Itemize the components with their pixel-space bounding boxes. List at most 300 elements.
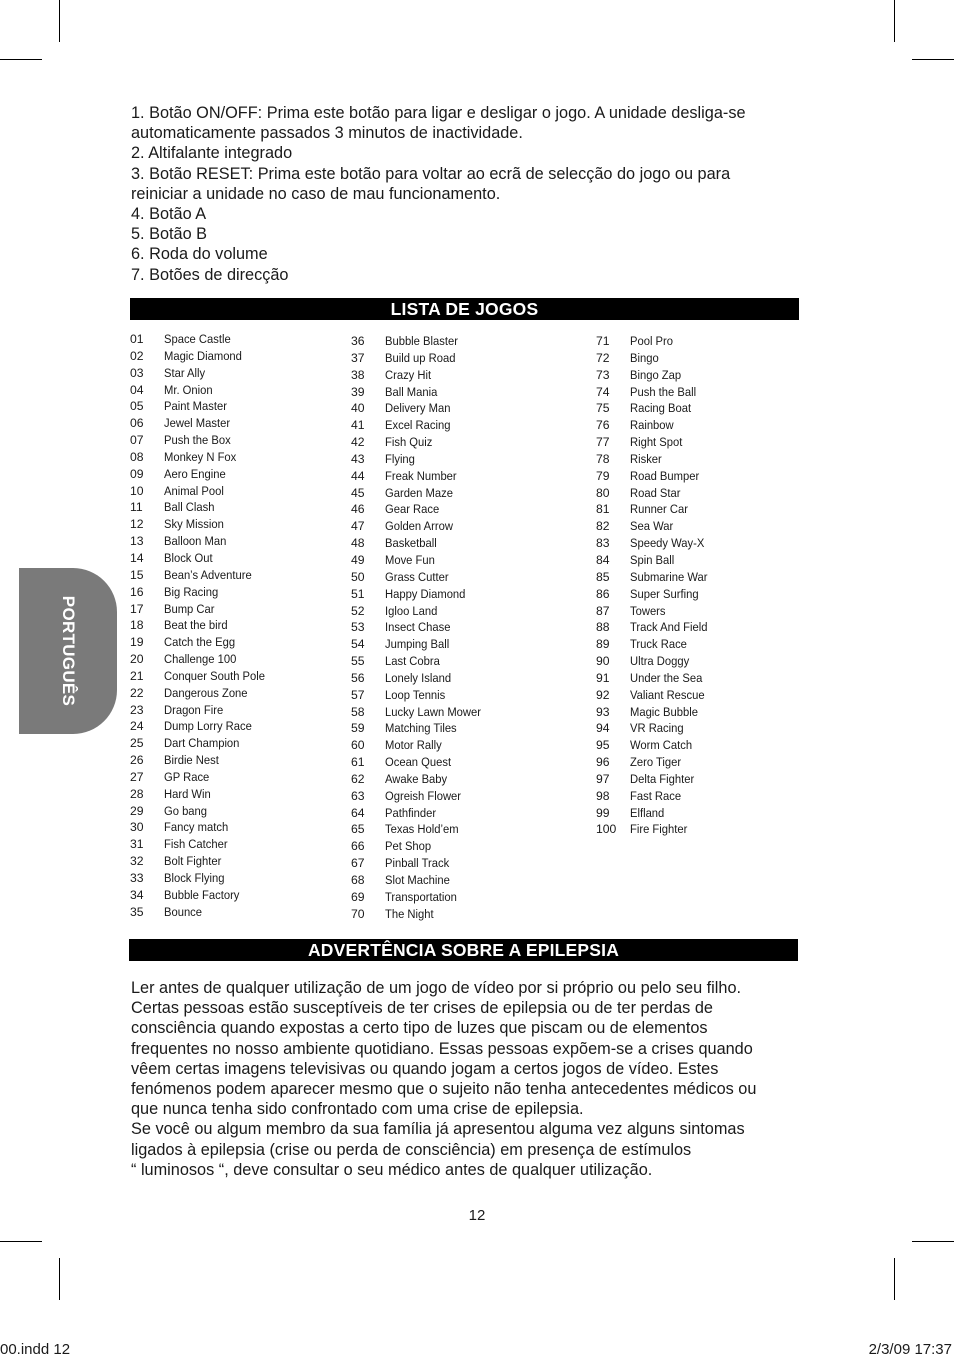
game-title: Dart Champion xyxy=(164,736,240,751)
game-title: Fish Catcher xyxy=(164,837,228,852)
game-number: 85 xyxy=(596,569,610,584)
game-title: Balloon Man xyxy=(164,534,227,549)
game-list-item xyxy=(351,754,489,771)
game-number: 46 xyxy=(351,502,365,517)
game-number: 06 xyxy=(130,416,144,431)
game-title: Golden Arrow xyxy=(385,519,453,534)
game-number: 61 xyxy=(351,755,365,770)
game-list-item xyxy=(596,569,714,586)
game-list-item xyxy=(130,398,274,415)
game-number: 100 xyxy=(596,822,617,837)
game-list-item xyxy=(596,619,714,636)
game-list-item xyxy=(351,821,489,838)
game-list-item xyxy=(130,516,274,533)
game-title: Flying xyxy=(385,451,415,466)
crop-mark xyxy=(0,59,42,60)
game-title: Freak Number xyxy=(385,468,457,483)
game-title: Fish Quiz xyxy=(385,435,433,450)
game-title: Grass Cutter xyxy=(385,569,449,584)
game-number: 38 xyxy=(351,367,365,382)
slug-file-info: 00.indd 12 xyxy=(0,1341,71,1358)
game-list-item xyxy=(596,771,714,788)
game-title: Dangerous Zone xyxy=(164,685,248,700)
game-title: Bubble Factory xyxy=(164,887,240,902)
game-list-item xyxy=(351,333,489,350)
game-number: 67 xyxy=(351,856,365,871)
game-title: Excel Racing xyxy=(385,418,451,433)
game-list-item xyxy=(130,533,274,550)
game-list-item xyxy=(596,501,714,518)
game-number: 83 xyxy=(596,536,610,551)
games-column-2 xyxy=(351,333,489,923)
game-list-item xyxy=(130,567,274,584)
game-number: 93 xyxy=(596,704,610,719)
game-list-item xyxy=(130,415,274,432)
game-number: 97 xyxy=(596,771,610,786)
game-number: 14 xyxy=(130,550,144,565)
game-list-item xyxy=(130,634,274,651)
game-number: 17 xyxy=(130,601,144,616)
game-title: Jumping Ball xyxy=(385,637,450,652)
game-list-item xyxy=(351,906,489,923)
controls-line: 6. Roda do volume xyxy=(131,245,268,264)
game-number: 59 xyxy=(351,721,365,736)
game-list-item xyxy=(130,718,274,735)
controls-line: 2. Altifalante integrado xyxy=(131,144,293,163)
game-list-item xyxy=(130,617,274,634)
game-title: Insect Chase xyxy=(385,620,451,635)
game-title: Bounce xyxy=(164,904,203,919)
game-list-item xyxy=(130,752,274,769)
game-number: 99 xyxy=(596,805,610,820)
crop-mark xyxy=(912,1241,954,1242)
game-number: 36 xyxy=(351,334,365,348)
game-title: Magic Bubble xyxy=(630,704,698,719)
game-number: 04 xyxy=(130,382,144,397)
game-title: Loop Tennis xyxy=(385,687,446,702)
game-list-item xyxy=(351,350,489,367)
game-number: 88 xyxy=(596,620,610,635)
game-number: 09 xyxy=(130,466,144,481)
game-number: 25 xyxy=(130,736,144,751)
game-number: 96 xyxy=(596,755,610,770)
game-list-item xyxy=(351,670,489,687)
game-title: Right Spot xyxy=(630,435,683,450)
game-number: 70 xyxy=(351,906,365,921)
game-number: 26 xyxy=(130,753,144,768)
game-title: Garden Maze xyxy=(385,485,453,500)
game-list-item xyxy=(596,384,714,401)
game-list-item xyxy=(130,483,274,500)
game-list-item xyxy=(351,805,489,822)
game-title: Mr. Onion xyxy=(164,382,213,397)
game-number: 51 xyxy=(351,586,365,601)
game-list-item xyxy=(351,619,489,636)
game-list-item xyxy=(351,367,489,384)
game-title: Dump Lorry Race xyxy=(164,719,252,734)
epilepsy-warning xyxy=(131,978,811,1180)
crop-mark xyxy=(59,0,60,42)
game-number: 47 xyxy=(351,519,365,534)
game-title: Elfland xyxy=(630,805,665,820)
game-title: Road Star xyxy=(630,485,681,500)
crop-mark xyxy=(59,1258,60,1300)
game-number: 71 xyxy=(596,334,610,348)
game-title: Go bang xyxy=(164,803,208,818)
game-list-item xyxy=(130,904,274,921)
slug-date-time: 2/3/09 17:37 xyxy=(868,1341,952,1358)
game-list-item xyxy=(351,737,489,754)
game-list-item xyxy=(596,805,714,822)
game-title: Spin Ball xyxy=(630,552,675,567)
warning-line: que nunca tenha sido confrontado com uma crise de epilepsia. xyxy=(131,1100,584,1119)
game-title: Pool Pro xyxy=(630,334,674,348)
game-title: Last Cobra xyxy=(385,654,440,669)
controls-line: 7. Botões de direcção xyxy=(131,265,289,284)
game-title: Star Ally xyxy=(164,365,206,380)
game-title: Texas Hold’em xyxy=(385,822,459,837)
game-number: 66 xyxy=(351,839,365,854)
game-number: 07 xyxy=(130,433,144,448)
game-list-item xyxy=(596,788,714,805)
game-title: Ball Clash xyxy=(164,500,215,515)
game-title: Push the Box xyxy=(164,433,231,448)
game-title: Lonely Island xyxy=(385,670,452,685)
game-list-item xyxy=(596,704,714,721)
game-number: 86 xyxy=(596,586,610,601)
game-title: Bingo Zap xyxy=(630,367,682,382)
game-list-item xyxy=(351,586,489,603)
game-number: 78 xyxy=(596,451,610,466)
game-number: 90 xyxy=(596,654,610,669)
game-title: Submarine War xyxy=(630,569,708,584)
game-title: VR Racing xyxy=(630,721,684,736)
game-title: Super Surfing xyxy=(630,586,699,601)
game-title: Runner Car xyxy=(630,502,688,517)
game-title: Dragon Fire xyxy=(164,702,224,717)
game-number: 24 xyxy=(130,719,144,734)
game-list-item xyxy=(351,687,489,704)
game-title: Space Castle xyxy=(164,332,231,346)
game-number: 01 xyxy=(130,332,144,346)
game-title: Pet Shop xyxy=(385,839,432,854)
game-title: Happy Diamond xyxy=(385,586,466,601)
game-number: 11 xyxy=(130,500,143,515)
game-list-item xyxy=(596,417,714,434)
game-title: GP Race xyxy=(164,769,210,784)
game-title: Valiant Rescue xyxy=(630,687,705,702)
games-column-3 xyxy=(596,333,714,838)
game-list-item xyxy=(596,468,714,485)
game-title: Beat the bird xyxy=(164,618,228,633)
game-title: Delta Fighter xyxy=(630,771,695,786)
game-list-item xyxy=(596,535,714,552)
game-number: 89 xyxy=(596,637,610,652)
game-list-item xyxy=(351,788,489,805)
game-number: 13 xyxy=(130,534,144,549)
warning-line: Ler antes de qualquer utilização de um jogo de vídeo por si próprio ou pelo seu filho. xyxy=(131,979,742,997)
game-title: Jewel Master xyxy=(164,416,231,431)
game-title: Ogreish Flower xyxy=(385,788,462,803)
game-number: 45 xyxy=(351,485,365,500)
game-title: Rainbow xyxy=(630,418,674,433)
game-list-item xyxy=(130,735,274,752)
game-title: Sky Mission xyxy=(164,517,224,532)
game-list-item xyxy=(351,636,489,653)
warning-line: vêem certas imagens televisivas ou quando jogam a certos jogos de vídeo. Estes xyxy=(131,1059,719,1078)
game-list-item xyxy=(351,384,489,401)
game-number: 95 xyxy=(596,738,610,753)
game-title: Move Fun xyxy=(385,552,435,567)
game-number: 82 xyxy=(596,519,610,534)
game-title: Pathfinder xyxy=(385,805,437,820)
game-title: Truck Race xyxy=(630,637,687,652)
game-title: Aero Engine xyxy=(164,466,226,481)
game-number: 57 xyxy=(351,687,365,702)
game-list-item xyxy=(351,838,489,855)
games-heading: LISTA DE JOGOS xyxy=(130,298,799,320)
game-number: 81 xyxy=(596,502,610,517)
game-title: Fast Race xyxy=(630,788,682,803)
game-number: 44 xyxy=(351,468,365,483)
game-number: 43 xyxy=(351,451,365,466)
game-number: 76 xyxy=(596,418,610,433)
game-number: 37 xyxy=(351,350,365,365)
game-list-item xyxy=(351,400,489,417)
game-number: 21 xyxy=(130,668,144,683)
game-list-item xyxy=(130,499,274,516)
game-number: 68 xyxy=(351,873,365,887)
controls-line: automaticamente passados 3 minutos de inactividade. xyxy=(131,124,523,143)
game-title: Fire Fighter xyxy=(630,822,688,837)
game-title: The Night xyxy=(385,906,434,921)
game-number: 03 xyxy=(130,365,144,380)
game-list-item xyxy=(596,636,714,653)
game-number: 39 xyxy=(351,384,365,399)
game-number: 80 xyxy=(596,485,610,500)
game-number: 58 xyxy=(351,704,365,719)
game-number: 29 xyxy=(130,803,144,818)
game-title: Monkey N Fox xyxy=(164,449,237,464)
game-number: 84 xyxy=(596,552,610,567)
game-number: 72 xyxy=(596,350,610,365)
game-list-item xyxy=(351,417,489,434)
game-number: 75 xyxy=(596,401,610,416)
game-list-item xyxy=(351,485,489,502)
game-number: 34 xyxy=(130,887,144,902)
game-number: 15 xyxy=(130,567,144,582)
game-list-item xyxy=(130,819,274,836)
game-list-item xyxy=(130,365,274,382)
game-list-item xyxy=(130,853,274,870)
game-number: 18 xyxy=(130,618,144,633)
game-title: Basketball xyxy=(385,536,437,551)
game-title: Paint Master xyxy=(164,399,227,414)
game-title: Magic Diamond xyxy=(164,348,242,363)
warning-line: Certas pessoas estão susceptíveis de ter crises de epilepsia ou de ter perdas de xyxy=(131,999,713,1018)
crop-mark xyxy=(912,59,954,60)
game-title: Matching Tiles xyxy=(385,721,457,736)
game-list-item xyxy=(130,432,274,449)
game-title: Bump Car xyxy=(164,601,215,616)
controls-line: 4. Botão A xyxy=(131,205,207,224)
game-list-item xyxy=(596,603,714,620)
game-title: Worm Catch xyxy=(630,738,693,753)
game-number: 55 xyxy=(351,654,365,669)
game-list-item xyxy=(351,771,489,788)
game-list-item xyxy=(130,769,274,786)
crop-mark xyxy=(0,1241,42,1242)
game-number: 32 xyxy=(130,854,144,869)
game-number: 77 xyxy=(596,435,610,450)
game-number: 19 xyxy=(130,635,144,650)
game-number: 69 xyxy=(351,889,365,904)
game-title: Big Racing xyxy=(164,584,219,599)
game-list-item xyxy=(351,889,489,906)
language-tab-label: PORTUGUÊS xyxy=(59,595,78,707)
game-list-item xyxy=(351,704,489,721)
game-list-item xyxy=(596,552,714,569)
game-number: 08 xyxy=(130,449,144,464)
game-list-item xyxy=(596,400,714,417)
game-list-item xyxy=(351,451,489,468)
game-number: 16 xyxy=(130,584,144,599)
controls-list xyxy=(131,103,811,285)
game-number: 74 xyxy=(596,384,610,399)
game-number: 53 xyxy=(351,620,365,635)
game-title: Racing Boat xyxy=(630,401,692,416)
warning-line: consciência quando expostas a certo tipo de luzes que piscam ou de elementos xyxy=(131,1019,708,1038)
game-list-item xyxy=(130,702,274,719)
game-list-item xyxy=(351,855,489,872)
game-title: Zero Tiger xyxy=(630,755,682,770)
game-number: 79 xyxy=(596,468,610,483)
game-list-item xyxy=(351,603,489,620)
game-list-item xyxy=(596,586,714,603)
game-title: Lucky Lawn Mower xyxy=(385,704,481,719)
game-title: Sea War xyxy=(630,519,674,534)
game-title: Gear Race xyxy=(385,502,440,517)
game-number: 52 xyxy=(351,603,365,618)
game-list-item xyxy=(596,367,714,384)
game-number: 02 xyxy=(130,348,144,363)
game-title: Bingo xyxy=(630,350,659,365)
game-number: 94 xyxy=(596,721,610,736)
game-title: Motor Rally xyxy=(385,738,442,753)
game-list-item xyxy=(351,552,489,569)
game-number: 41 xyxy=(351,418,365,433)
game-list-item xyxy=(351,872,489,889)
game-title: Delivery Man xyxy=(385,401,451,416)
game-list-item xyxy=(130,382,274,399)
game-list-item xyxy=(596,720,714,737)
game-title: Ocean Quest xyxy=(385,755,452,770)
game-number: 35 xyxy=(130,904,144,919)
game-number: 60 xyxy=(351,738,365,753)
controls-line: 1. Botão ON/OFF: Prima este botão para ligar e desligar o jogo. A unidade desliga-se xyxy=(131,104,746,122)
game-list-item xyxy=(130,685,274,702)
game-list-item xyxy=(596,737,714,754)
game-title: Road Bumper xyxy=(630,468,700,483)
game-number: 05 xyxy=(130,399,144,414)
game-list-item xyxy=(130,331,274,348)
game-title: Block Flying xyxy=(164,871,225,885)
game-title: Slot Machine xyxy=(385,873,450,887)
crop-mark xyxy=(894,1258,895,1300)
game-number: 65 xyxy=(351,822,365,837)
game-list-item xyxy=(130,803,274,820)
game-title: Ultra Doggy xyxy=(630,654,690,669)
game-list-item xyxy=(130,584,274,601)
game-title: Challenge 100 xyxy=(164,652,237,667)
game-list-item xyxy=(130,550,274,567)
game-title: Pinball Track xyxy=(385,856,450,871)
game-list-item xyxy=(130,786,274,803)
game-list-item xyxy=(596,670,714,687)
game-list-item xyxy=(130,836,274,853)
game-list-item xyxy=(351,468,489,485)
game-list-item xyxy=(351,518,489,535)
controls-line: 5. Botão B xyxy=(131,225,208,244)
game-list-item xyxy=(351,535,489,552)
warning-line: “ luminosos “, deve consultar o seu médico antes de qualquer utilização. xyxy=(131,1160,653,1179)
controls-line: reiniciar a unidade no caso de mau funcionamento. xyxy=(131,184,501,203)
game-title: Igloo Land xyxy=(385,603,438,618)
game-list-item xyxy=(130,887,274,904)
game-number: 91 xyxy=(596,670,610,685)
game-list-item xyxy=(130,651,274,668)
game-number: 31 xyxy=(130,837,144,852)
game-title: Track And Field xyxy=(630,620,708,635)
game-list-item xyxy=(596,687,714,704)
game-list-item xyxy=(130,466,274,483)
game-title: Transportation xyxy=(385,889,457,904)
game-number: 73 xyxy=(596,367,610,382)
game-title: Risker xyxy=(630,451,662,466)
game-title: Towers xyxy=(630,603,666,618)
game-list-item xyxy=(596,434,714,451)
game-number: 54 xyxy=(351,637,365,652)
game-number: 62 xyxy=(351,771,365,786)
warning-line: ligados à epilepsia (crise ou perda de consciência) em presença de estímulos xyxy=(131,1140,692,1159)
game-title: Build up Road xyxy=(385,350,456,365)
game-list-item xyxy=(351,501,489,518)
game-number: 28 xyxy=(130,786,144,801)
game-number: 22 xyxy=(130,685,144,700)
games-column-1 xyxy=(130,331,274,921)
game-list-item xyxy=(596,653,714,670)
controls-line: 3. Botão RESET: Prima este botão para voltar ao ecrã de selecção do jogo ou para xyxy=(131,164,731,183)
epilepsy-heading: ADVERTÊNCIA SOBRE A EPILEPSIA xyxy=(129,939,798,961)
game-title: Awake Baby xyxy=(385,771,448,786)
game-number: 56 xyxy=(351,670,365,685)
game-title: Fancy match xyxy=(164,820,229,835)
game-number: 42 xyxy=(351,435,365,450)
game-list-item xyxy=(130,601,274,618)
game-number: 12 xyxy=(130,517,144,532)
game-list-item xyxy=(596,754,714,771)
game-list-item xyxy=(596,518,714,535)
game-title: Crazy Hit xyxy=(385,367,432,382)
game-title: Birdie Nest xyxy=(164,753,219,768)
game-title: Hard Win xyxy=(164,786,211,801)
game-number: 10 xyxy=(130,483,144,498)
game-list-item xyxy=(130,449,274,466)
game-list-item xyxy=(130,348,274,365)
game-title: Speedy Way-X xyxy=(630,536,705,551)
warning-line: Se você ou algum membro da sua família já apresentou alguma vez alguns sintomas xyxy=(131,1120,745,1139)
game-title: Bolt Fighter xyxy=(164,854,222,869)
